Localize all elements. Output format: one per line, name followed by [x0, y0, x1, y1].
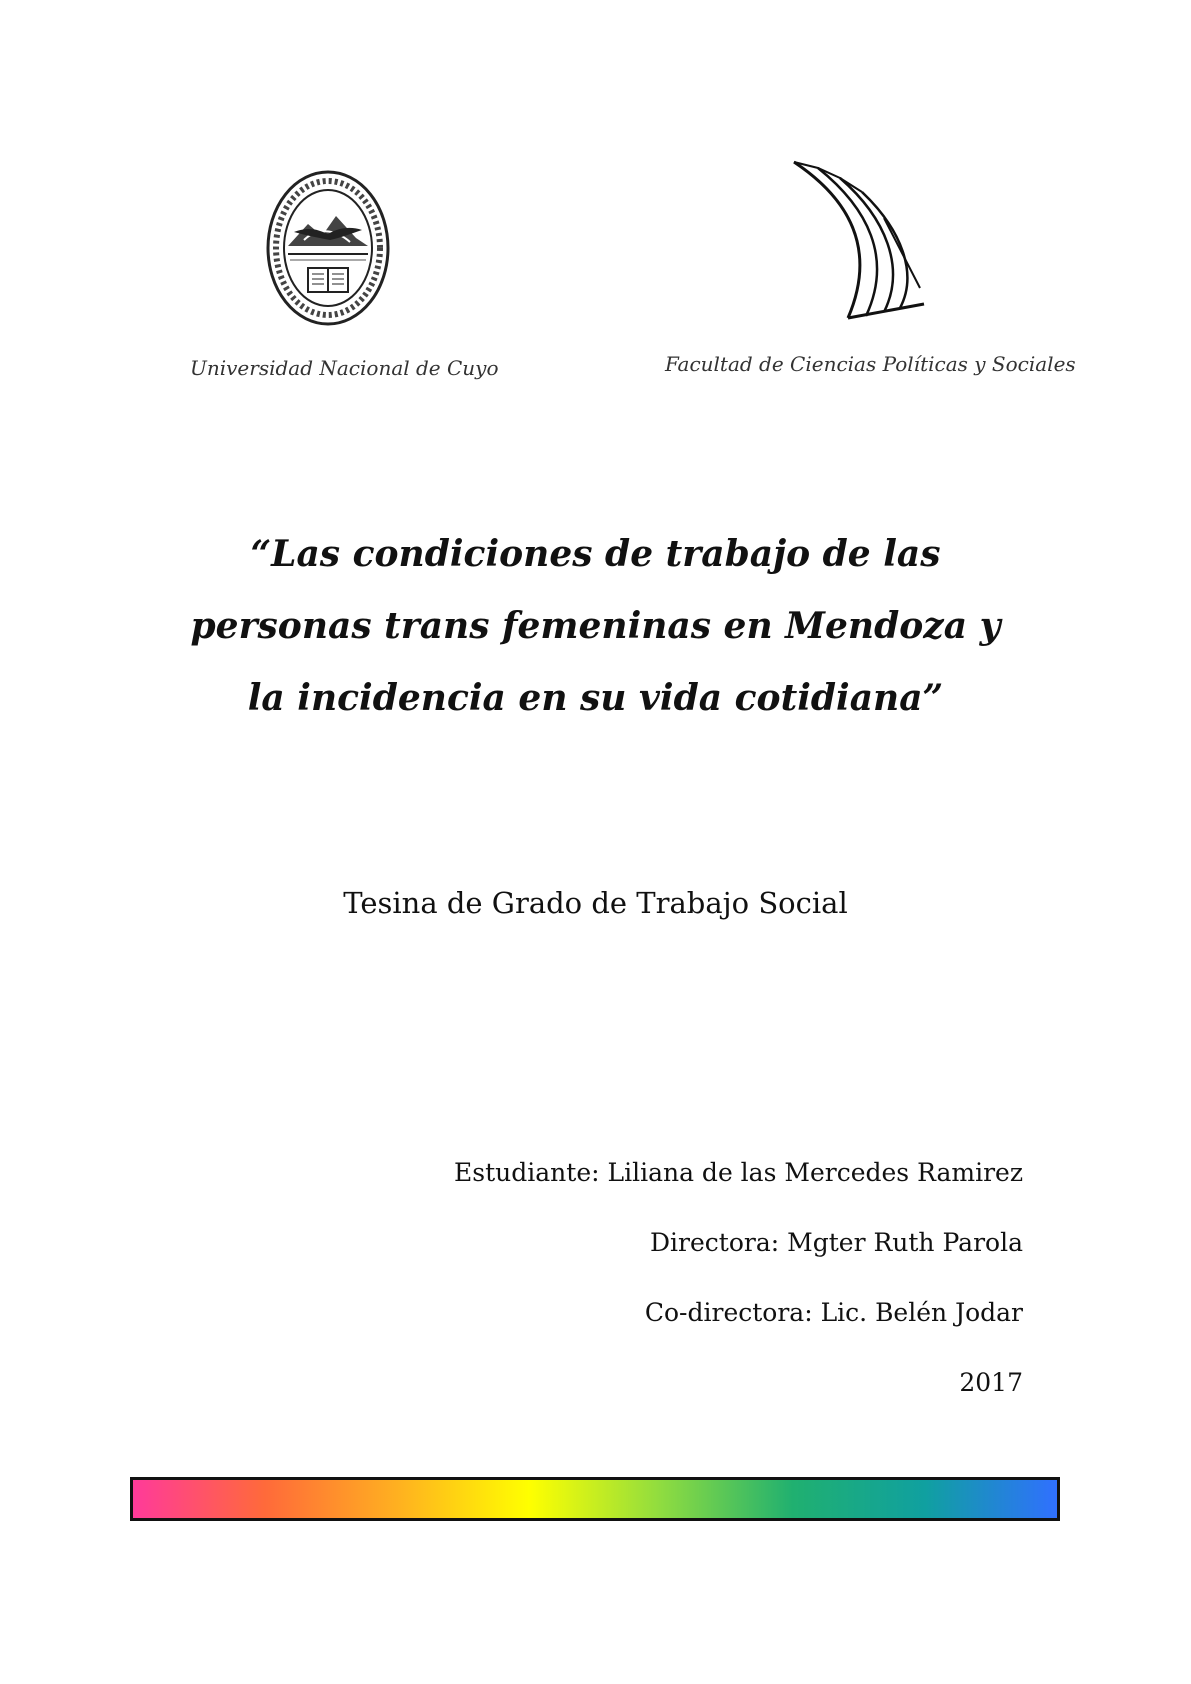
sail-logo-icon: [788, 158, 928, 323]
thesis-title: [150, 518, 1041, 734]
thesis-title-line-3: la incidencia en su vida cotidiana”: [247, 677, 944, 719]
thesis-title-line-2: personas trans femeninas en Mendoza y: [190, 605, 1001, 647]
credits-block: [454, 1138, 1023, 1418]
rainbow-gradient-bar: [130, 1477, 1060, 1521]
thesis-title-line-1: “Las condiciones de trabajo de las: [250, 533, 941, 575]
university-name: Universidad Nacional de Cuyo: [190, 356, 499, 380]
director-line: Directora: Mgter Ruth Parola: [650, 1228, 1023, 1257]
faculty-name: Facultad de Ciencias Políticas y Sociales: [665, 352, 1076, 376]
codirector-line: Co-directora: Lic. Belén Jodar: [644, 1298, 1023, 1327]
thesis-subtitle: Tesina de Grado de Trabajo Social: [343, 886, 848, 920]
university-seal-icon: [264, 168, 392, 328]
year-line: 2017: [959, 1368, 1023, 1397]
student-line: Estudiante: Liliana de las Mercedes Ramirez: [454, 1158, 1023, 1187]
